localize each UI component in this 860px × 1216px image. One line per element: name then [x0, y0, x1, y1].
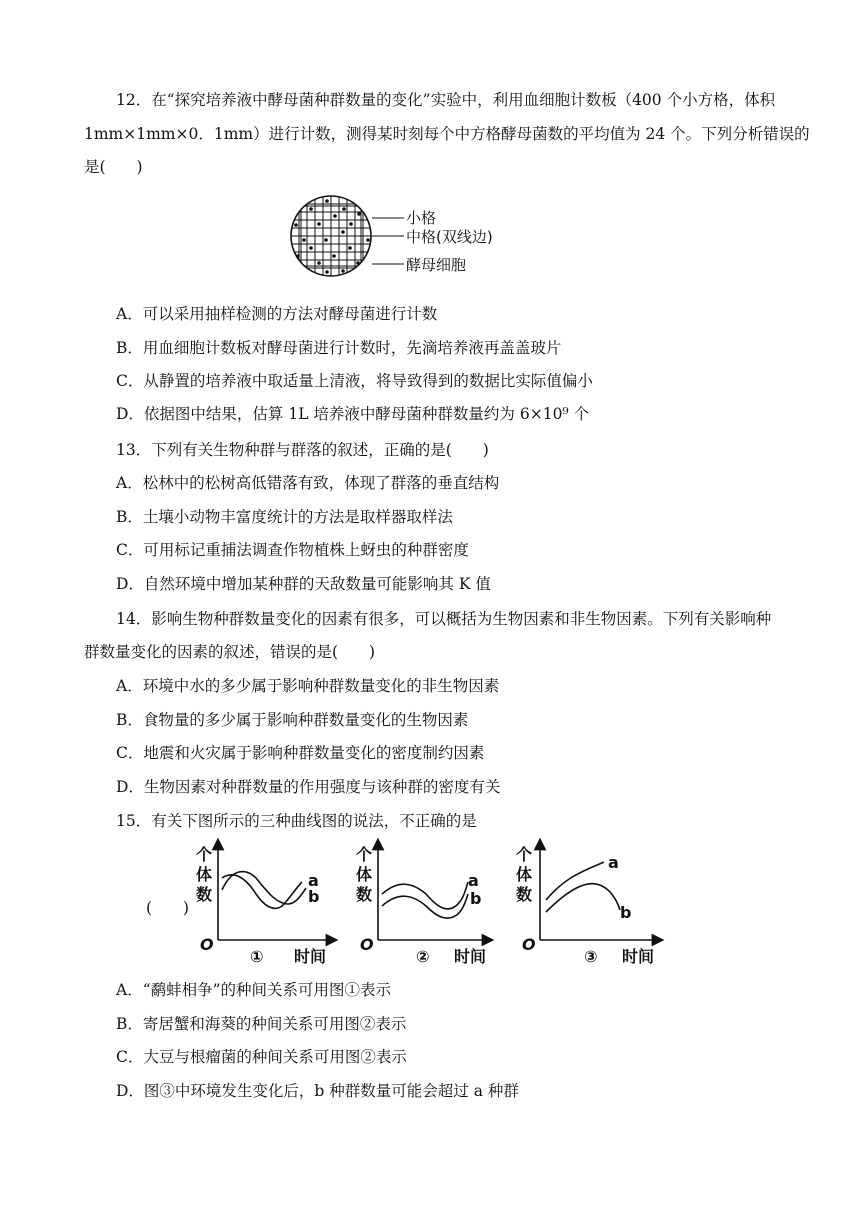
label-yeast-cell: 酵母细胞 — [406, 256, 467, 274]
q12-stem-line-1: 12．在“探究培养液中酵母菌种群数量的变化”实验中，利用血细胞计数板（400 个小方格，体积 — [116, 91, 776, 109]
g3-ylabel-3: 数 — [516, 885, 533, 904]
g1-number: ① — [250, 947, 264, 966]
g2-ylabel-3: 数 — [356, 885, 373, 904]
q15-answer-paren: ( ) — [146, 899, 190, 917]
q13-option-a: A．松林中的松树高低错落有致，体现了群落的垂直结构 — [116, 474, 500, 492]
g1-series-a: a — [308, 871, 319, 890]
g1-xlabel: 时间 — [294, 947, 327, 966]
g3-number: ③ — [584, 947, 598, 966]
q13-option-b: B．土壤小动物丰富度统计的方法是取样器取样法 — [116, 508, 453, 526]
q13-option-c: C．可用标记重捕法调查作物植株上蚜虫的种群密度 — [116, 541, 469, 559]
q14-stem-line-1: 14．影响生物种群数量变化的因素有很多，可以概括为生物因素和非生物因素。下列有关影响种 — [116, 610, 772, 628]
g2-number: ② — [416, 947, 430, 966]
g2-ylabel-2: 体 — [356, 865, 373, 884]
g2-series-b: b — [470, 889, 482, 908]
g1-ylabel-3: 数 — [196, 885, 213, 904]
g2-ylabel-1: 个 — [356, 845, 373, 864]
g2-origin: O — [360, 935, 374, 954]
q15-option-d: D．图③中环境发生变化后，b 种群数量可能会超过 a 种群 — [116, 1082, 519, 1100]
q14-option-b: B．食物量的多少属于影响种群数量变化的生物因素 — [116, 711, 469, 729]
g3-series-b: b — [620, 903, 632, 922]
label-medium-square: 中格(双线边) — [406, 228, 493, 246]
g3-series-a: a — [608, 853, 619, 872]
q12-option-c: C．从静置的培养液中取适量上清液，将导致得到的数据比实际值偏小 — [116, 372, 593, 390]
g1-ylabel-1: 个 — [196, 845, 213, 864]
q14-stem-line-2: 群数量变化的因素的叙述，错误的是( ) — [84, 643, 376, 661]
q14-option-d: D．生物因素对种群数量的作用强度与该种群的密度有关 — [116, 778, 501, 796]
g1-origin: O — [200, 935, 214, 954]
population-curves-figure — [190, 838, 670, 968]
q12-option-d: D．依据图中结果，估算 1L 培养液中酵母菌种群数量约为 6×10⁹ 个 — [116, 405, 590, 423]
hemocytometer-figure — [286, 192, 506, 282]
g3-origin: O — [522, 935, 536, 954]
g2-xlabel: 时间 — [454, 947, 487, 966]
g1-ylabel-2: 体 — [196, 865, 213, 884]
q15-stem: 15．有关下图所示的三种曲线图的说法，不正确的是 — [116, 812, 477, 830]
q13-option-d: D．自然环境中增加某种群的天敌数量可能影响其 K 值 — [116, 575, 491, 593]
g3-ylabel-2: 体 — [516, 865, 533, 884]
label-small-square: 小格 — [406, 209, 437, 227]
g1-series-b: b — [308, 887, 320, 906]
q15-option-c: C．大豆与根瘤菌的种间关系可用图②表示 — [116, 1048, 407, 1066]
q13-stem: 13．下列有关生物种群与群落的叙述，正确的是( ) — [116, 441, 489, 459]
q15-option-b: B．寄居蟹和海葵的种间关系可用图②表示 — [116, 1015, 407, 1033]
g2-series-a: a — [468, 871, 479, 890]
q12-stem-line-2: 1mm×1mm×0．1mm）进行计数，测得某时刻每个中方格酵母菌数的平均值为 24 个。下列分析错误的 — [84, 125, 810, 143]
q14-option-a: A．环境中水的多少属于影响种群数量变化的非生物因素 — [116, 677, 500, 695]
g3-ylabel-1: 个 — [516, 845, 533, 864]
q12-option-a: A．可以采用抽样检测的方法对酵母菌进行计数 — [116, 305, 438, 323]
q12-option-b: B．用血细胞计数板对酵母菌进行计数时，先滴培养液再盖盖玻片 — [116, 339, 562, 357]
q12-stem-line-3: 是( ) — [84, 158, 143, 176]
q15-option-a: A．“鹬蚌相争”的种间关系可用图①表示 — [116, 981, 392, 999]
q14-option-c: C．地震和火灾属于影响种群数量变化的密度制约因素 — [116, 744, 485, 762]
g3-xlabel: 时间 — [622, 947, 655, 966]
